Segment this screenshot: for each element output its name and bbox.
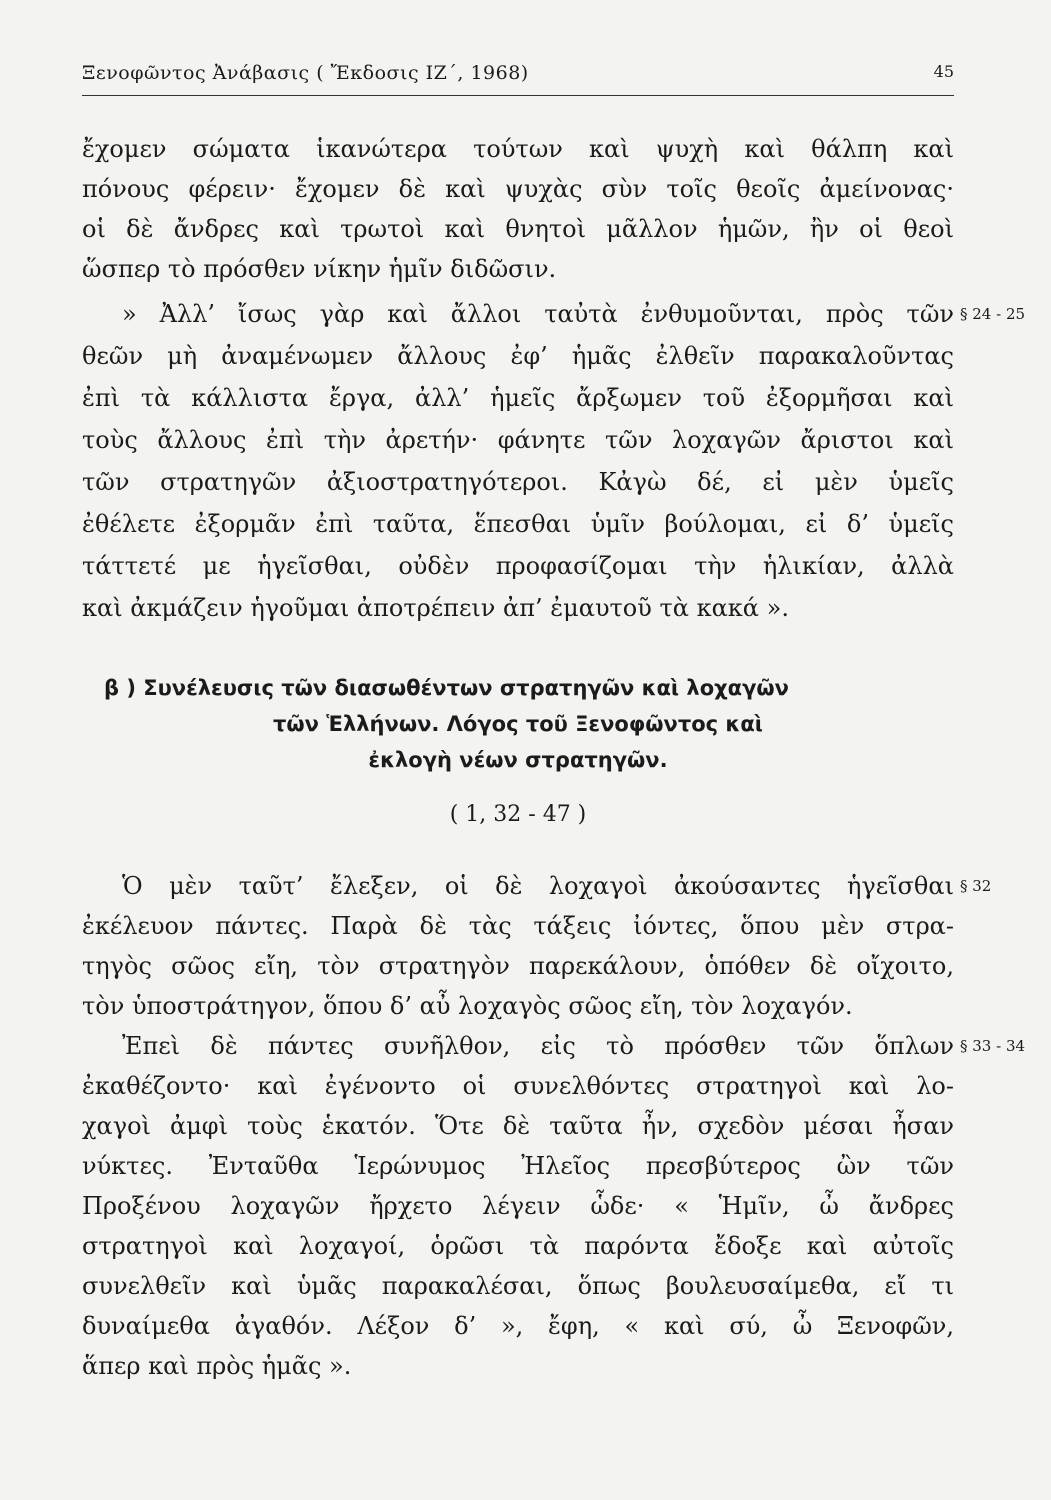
- text-line: οἱ δὲ ἄνδρες καὶ τρωτοὶ καὶ θνητοὶ μᾶλλον ἡμῶν, ἢν οἱ θεοὶ: [82, 215, 954, 243]
- text-line: ἐκέλευον πάντες. Παρὰ δὲ τὰς τάξεις ἰόντες, ὅπου μὲν στρα-: [82, 912, 954, 940]
- margin-reference: § 33 - 34: [960, 1037, 1026, 1055]
- page-number: 45: [933, 62, 954, 81]
- text-line: στρατηγοὶ καὶ λοχαγοί, ὁρῶσι τὰ παρόντα ἔδοξε καὶ αὐτοῖς: [82, 1232, 954, 1260]
- margin-reference: § 24 - 25: [960, 305, 1026, 323]
- section-reference: ( 1, 32 - 47 ): [449, 802, 587, 827]
- text-line: τηγὸς σῶος εἴη, τὸν στρατηγὸν παρεκάλουν, ὁπόθεν δὲ οἴχοιτο,: [82, 952, 954, 980]
- text-line: Ὁ μὲν ταῦτ’ ἔλεξεν, οἱ δὲ λοχαγοὶ ἀκούσαντες ἡγεῖσθαι: [122, 872, 954, 900]
- text-line: καὶ ἀκμάζειν ἡγοῦμαι ἀποτρέπειν ἀπ’ ἐμαυτοῦ τὰ κακά ».: [82, 594, 789, 622]
- text-line: ἅπερ καὶ πρὸς ἡμᾶς ».: [82, 1352, 352, 1380]
- text-line: νύκτες. Ἐνταῦθα Ἱερώνυμος Ἠλεῖος πρεσβύτερος ὢν τῶν: [82, 1152, 954, 1180]
- text-line: Προξένου λοχαγῶν ἤρχετο λέγειν ὧδε· « Ἡμῖν, ὦ ἄνδρες: [82, 1192, 954, 1220]
- text-line: Ἐπεὶ δὲ πάντες συνῆλθον, εἰς τὸ πρόσθεν τῶν ὅπλων: [122, 1032, 954, 1060]
- header-title: Ξενοφῶντος Ἀνάβασις ( Ἔκδοσις ΙΖ΄, 1968): [82, 62, 529, 84]
- margin-reference: § 32: [960, 877, 992, 895]
- text-line: » Ἀλλ’ ἴσως γὰρ καὶ ἄλλοι ταὐτὰ ἐνθυμοῦνται, πρὸς τῶν: [122, 300, 954, 328]
- running-header: [82, 62, 954, 102]
- text-line: ἐπὶ τὰ κάλλιστα ἔργα, ἀλλ’ ἡμεῖς ἄρξωμεν τοῦ ἐξορμῆσαι καὶ: [82, 384, 954, 412]
- text-line: τῶν στρατηγῶν ἀξιοστρατηγότεροι. Κἀγὼ δέ, εἰ μὲν ὑμεῖς: [82, 468, 954, 496]
- text-line: δυναίμεθα ἀγαθόν. Λέξον δ’ », ἔφη, « καὶ σύ, ὦ Ξενοφῶν,: [82, 1312, 954, 1340]
- text-line: πόνους φέρειν· ἔχομεν δὲ καὶ ψυχὰς σὺν τοῖς θεοῖς ἀμείνονας·: [82, 175, 954, 203]
- section-heading-line: β ) Συνέλευσις τῶν διασωθέντων στρατηγῶν καὶ λοχαγῶν: [104, 676, 789, 700]
- text-line: συνελθεῖν καὶ ὑμᾶς παρακαλέσαι, ὅπως βουλευσαίμεθα, εἴ τι: [82, 1272, 954, 1300]
- text-line: ὥσπερ τὸ πρόσθεν νίκην ἡμῖν διδῶσιν.: [82, 255, 557, 283]
- section-heading-line: ἐκλογὴ νέων στρατηγῶν.: [368, 748, 668, 772]
- text-line: ἐθέλετε ἐξορμᾶν ἐπὶ ταῦτα, ἕπεσθαι ὑμῖν βούλομαι, εἰ δ’ ὑμεῖς: [82, 510, 954, 538]
- text-line: τάττετέ με ἡγεῖσθαι, οὐδὲν προφασίζομαι τὴν ἡλικίαν, ἀλλὰ: [82, 552, 954, 580]
- text-line: τοὺς ἄλλους ἐπὶ τὴν ἀρετήν· φάνητε τῶν λοχαγῶν ἄριστοι καὶ: [82, 426, 954, 454]
- header-rule: [82, 95, 954, 96]
- text-line: ἔχομεν σώματα ἱκανώτερα τούτων καὶ ψυχὴ καὶ θάλπη καὶ: [82, 135, 954, 163]
- text-line: ἐκαθέζοντο· καὶ ἐγένοντο οἱ συνελθόντες στρατηγοὶ καὶ λο-: [82, 1072, 954, 1100]
- section-heading-line: τῶν Ἑλλήνων. Λόγος τοῦ Ξενοφῶντος καὶ: [273, 712, 763, 736]
- text-line: θεῶν μὴ ἀναμένωμεν ἄλλους ἐφ’ ἡμᾶς ἐλθεῖν παρακαλοῦντας: [82, 342, 954, 370]
- text-line: τὸν ὑποστράτηγον, ὅπου δ’ αὖ λοχαγὸς σῶος εἴη, τὸν λοχαγόν.: [82, 992, 853, 1020]
- text-line: χαγοὶ ἀμφὶ τοὺς ἑκατόν. Ὅτε δὲ ταῦτα ἦν, σχεδὸν μέσαι ἦσαν: [82, 1112, 954, 1140]
